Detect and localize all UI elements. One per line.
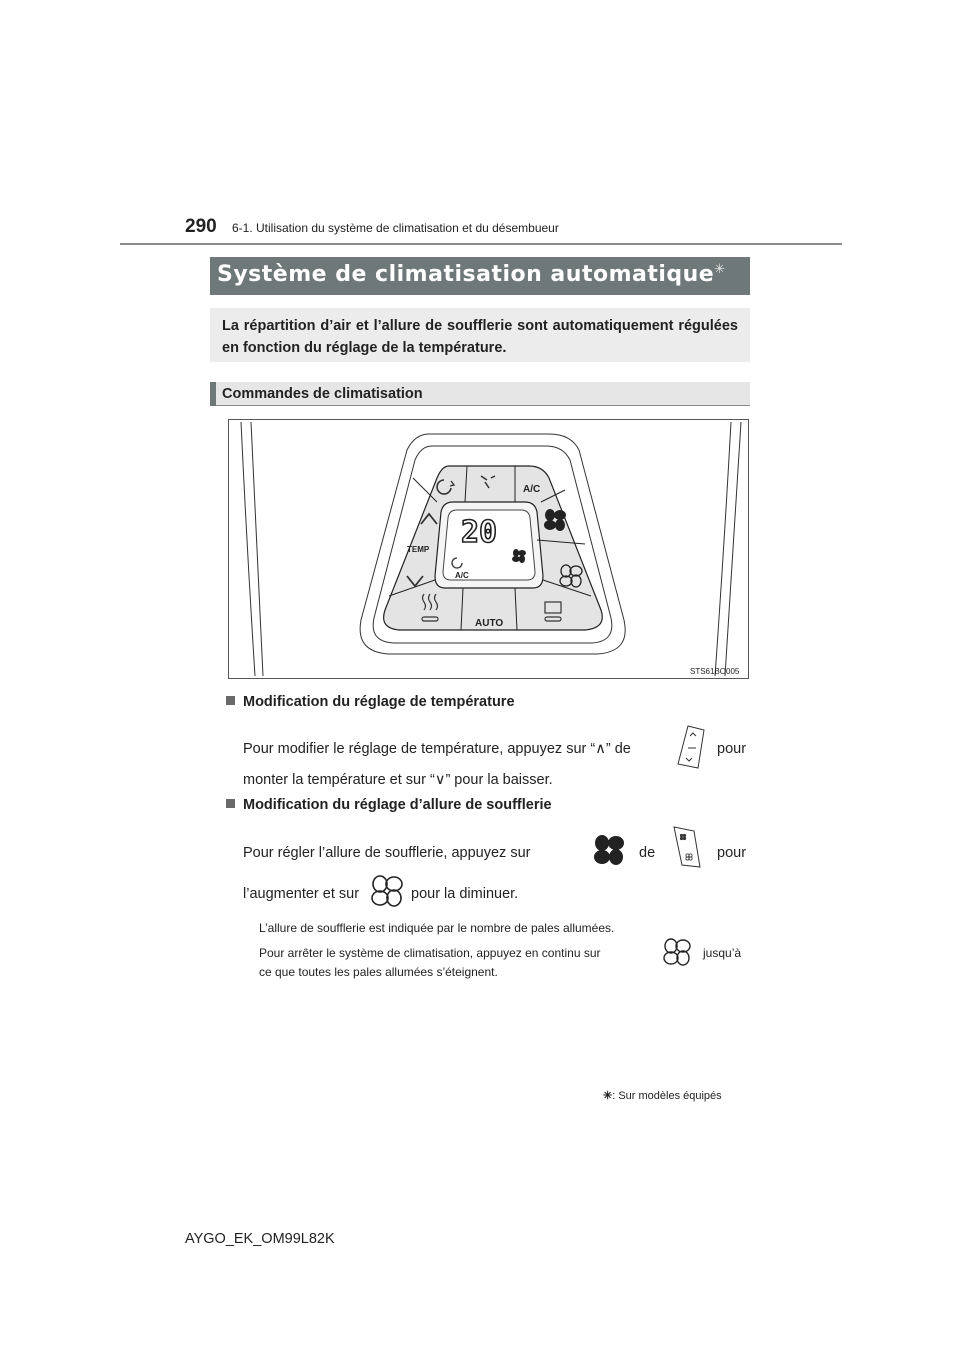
intro-text: La répartition d’air et l’allure de soufflerie sont automatiquement régulées en fonction du réglage de la température. bbox=[222, 318, 738, 356]
asterisk-icon: ✳ bbox=[603, 1090, 613, 1102]
text: ” de bbox=[605, 741, 631, 757]
section-accent bbox=[210, 382, 216, 406]
auto-button-label: AUTO bbox=[475, 618, 504, 629]
page-number: 290 bbox=[185, 216, 217, 237]
text: ” pour la baisser. bbox=[445, 772, 553, 788]
figure-code: STS61BO005 bbox=[690, 667, 740, 676]
fan-para-line1: Pour régler l’allure de soufflerie, appuyez sur bbox=[243, 845, 531, 861]
display-temperature: 20 bbox=[461, 515, 498, 550]
page-title-text: Système de climatisation automatique bbox=[217, 262, 715, 287]
temp-button-icon bbox=[674, 724, 710, 770]
fan-para-pour: pour bbox=[717, 845, 747, 861]
chapter-title: 6-1. Utilisation du système de climatisation et du désembueur bbox=[232, 221, 559, 235]
note-stop-line1: Pour arrêter le système de climatisation, appuyez en continu sur bbox=[259, 946, 601, 960]
note-fan-indicator: L’allure de soufflerie est indiquée par le nombre de pales allumées. bbox=[259, 921, 615, 935]
ac-button-label: A/C bbox=[523, 484, 541, 495]
fan-low-icon bbox=[370, 874, 404, 908]
bullet-square bbox=[226, 696, 235, 705]
temp-para-pour: pour bbox=[717, 741, 747, 757]
note-stop-line2: ce que toutes les pales allumées s’éteignent. bbox=[259, 965, 498, 979]
fan-para-diminuer: pour la diminuer. bbox=[411, 886, 519, 902]
up-symbol: ∧ bbox=[595, 741, 606, 757]
temp-para-line2 bbox=[243, 770, 553, 790]
bullet-heading-text: Modification du réglage de température bbox=[243, 694, 515, 710]
footnote-text: : Sur modèles équipés bbox=[612, 1090, 722, 1102]
document-code: AYGO_EK_OM99L82K bbox=[185, 1231, 335, 1247]
down-symbol: ∨ bbox=[434, 772, 446, 788]
climate-panel-illustration bbox=[229, 420, 748, 678]
text: Pour modifier le réglage de température, appuyez sur “ bbox=[243, 741, 596, 757]
display-ac-label: A/C bbox=[455, 571, 469, 580]
fan-button-icon bbox=[670, 825, 704, 869]
fan-low-icon bbox=[662, 937, 692, 967]
note-stop-jusqua: jusqu’à bbox=[703, 946, 742, 960]
header-rule bbox=[120, 243, 842, 245]
fan-high-icon bbox=[592, 833, 626, 867]
fan-para-line2: l’augmenter et sur bbox=[243, 886, 360, 902]
fan-para-de: de bbox=[639, 845, 656, 861]
bullet-square bbox=[226, 799, 235, 808]
page-title bbox=[217, 262, 726, 287]
section-title: Commandes de climatisation bbox=[222, 386, 423, 402]
bullet-heading-text: Modification du réglage d’allure de soufflerie bbox=[243, 797, 552, 813]
temp-label: TEMP bbox=[407, 545, 430, 554]
climate-panel-figure bbox=[228, 419, 749, 679]
asterisk-icon: ✳ bbox=[714, 262, 726, 277]
bullet-heading-fan bbox=[226, 797, 552, 813]
footnote bbox=[603, 1089, 722, 1102]
text: monter la température et sur “ bbox=[243, 772, 435, 788]
bullet-heading-temperature bbox=[226, 694, 515, 710]
temp-para-line1 bbox=[243, 739, 631, 759]
